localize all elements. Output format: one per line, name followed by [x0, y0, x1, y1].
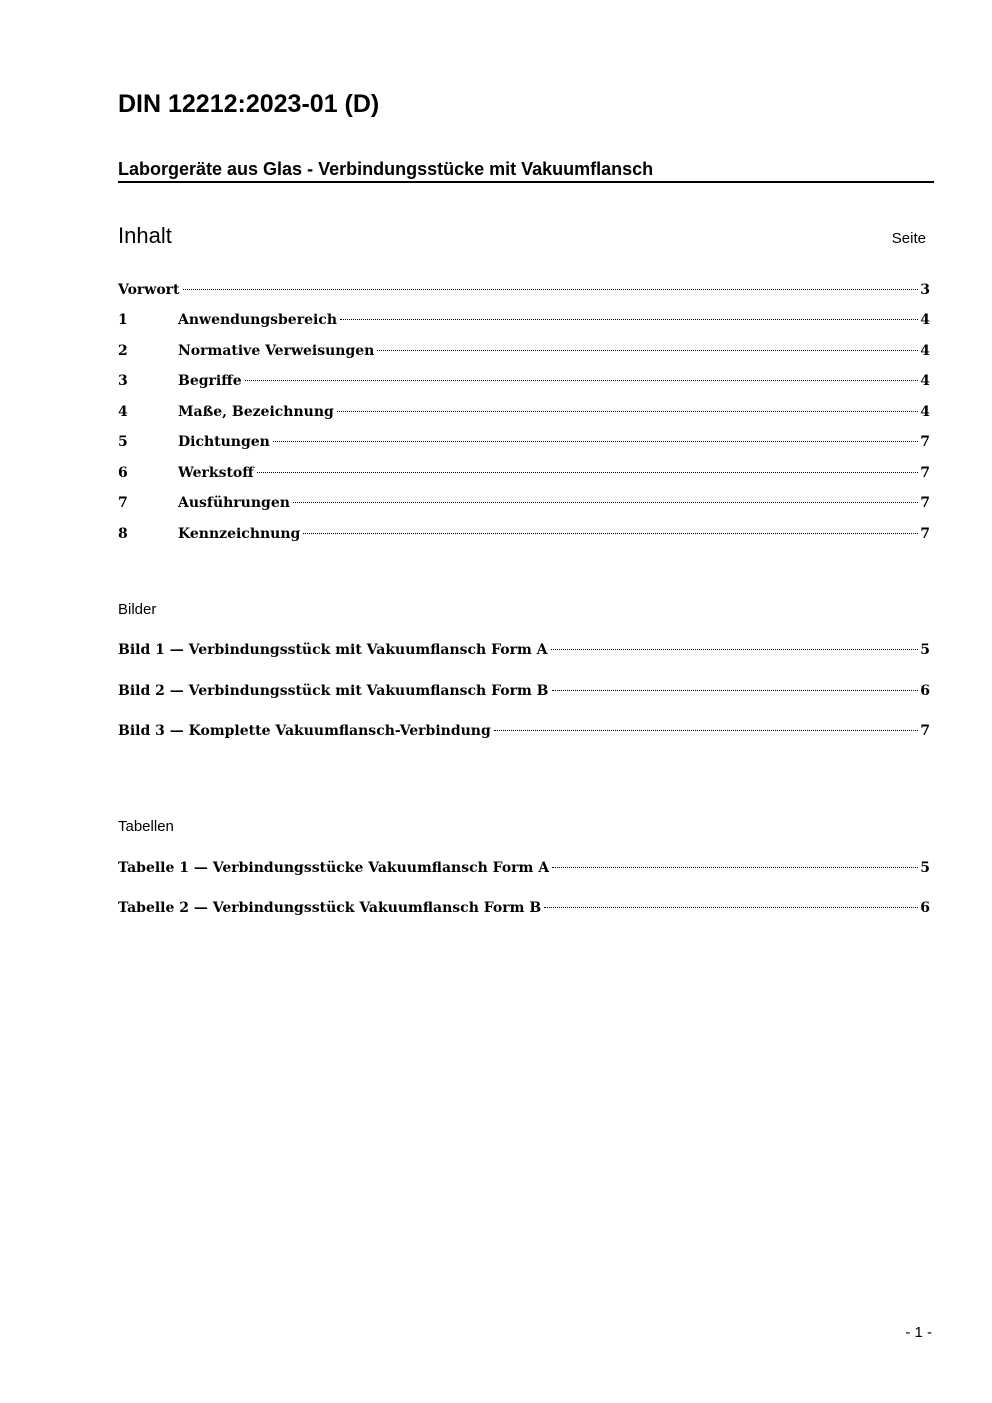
toc-heading: Inhalt	[118, 223, 172, 248]
table-entry-text: Tabelle 1 — Verbindungsstücke Vakuumflansch Form A	[118, 860, 550, 876]
toc-entry-page: 4	[920, 373, 930, 389]
toc-entry-text: Ausführungen	[178, 495, 290, 511]
toc-entry[interactable]	[118, 309, 930, 331]
toc-leader	[273, 440, 918, 442]
toc-leader	[494, 729, 918, 731]
tables-heading: Tabellen	[118, 818, 174, 835]
figure-entry-page: 6	[920, 683, 930, 699]
toc-entry-page: 7	[920, 526, 930, 542]
figure-entry-page: 5	[920, 642, 930, 658]
toc-entry-number: 5	[118, 434, 128, 450]
toc-leader	[552, 689, 919, 691]
figure-entry[interactable]	[118, 680, 930, 702]
toc-entry-page: 4	[920, 312, 930, 328]
toc-leader	[340, 318, 918, 320]
toc-entry-page: 3	[920, 282, 930, 298]
toc-entry[interactable]	[118, 492, 930, 514]
toc-entry-number: 1	[118, 312, 128, 328]
toc-entry-number: 7	[118, 495, 128, 511]
toc-entry-text: Kennzeichnung	[178, 526, 301, 542]
figure-entry-text: Bild 2 — Verbindungsstück mit Vakuumflansch Form B	[118, 683, 549, 699]
figures-heading: Bilder	[118, 601, 157, 618]
toc-leader	[257, 471, 919, 473]
toc-entry-page: 4	[920, 343, 930, 359]
toc-entry-page: 7	[920, 495, 930, 511]
table-entry-page: 5	[920, 860, 930, 876]
figure-entry-text: Bild 1 — Verbindungsstück mit Vakuumflansch Form A	[118, 642, 548, 658]
toc-entry-text: Dichtungen	[178, 434, 270, 450]
toc-entry-text: Werkstoff	[178, 465, 254, 481]
toc-leader	[544, 906, 918, 908]
toc-entry[interactable]	[118, 401, 930, 423]
toc-entry[interactable]	[118, 431, 930, 453]
toc-entry-page: 4	[920, 404, 930, 420]
toc-leader	[377, 349, 918, 351]
toc-leader	[303, 532, 918, 534]
document-subtitle: Laborgeräte aus Glas - Verbindungsstücke mit Vakuumflansch	[118, 157, 934, 183]
toc-entry-text: Vorwort	[118, 282, 180, 298]
table-entry[interactable]	[118, 857, 930, 879]
toc-entry[interactable]	[118, 340, 930, 362]
toc-entry[interactable]	[118, 462, 930, 484]
toc-entry-text: Normative Verweisungen	[178, 343, 375, 359]
toc-leader	[293, 501, 918, 503]
toc-entry-number: 8	[118, 526, 128, 542]
toc-entry-number: 4	[118, 404, 128, 420]
toc-entry[interactable]	[118, 370, 930, 392]
figure-entry-page: 7	[920, 723, 930, 739]
table-entry-page: 6	[920, 900, 930, 916]
toc-leader	[245, 379, 919, 381]
figure-entry-text: Bild 3 — Komplette Vakuumflansch-Verbindung	[118, 723, 491, 739]
figure-entry[interactable]	[118, 720, 930, 742]
page-number: - 1 -	[905, 1324, 932, 1341]
document-title: DIN 12212:2023-01 (D)	[118, 90, 380, 118]
toc-leader	[183, 288, 919, 290]
toc-entry-number: 2	[118, 343, 128, 359]
table-entry[interactable]	[118, 897, 930, 919]
toc-entry-text: Begriffe	[178, 373, 242, 389]
toc-entry-number: 6	[118, 465, 128, 481]
toc-leader	[337, 410, 918, 412]
toc-entry-page: 7	[920, 434, 930, 450]
figure-entry[interactable]	[118, 639, 930, 661]
toc-entry-text: Maße, Bezeichnung	[178, 404, 334, 420]
toc-entry-page: 7	[920, 465, 930, 481]
toc-leader	[551, 648, 919, 650]
toc-entry-number: 3	[118, 373, 128, 389]
toc-entry[interactable]	[118, 279, 930, 301]
page-column-label: Seite	[891, 230, 926, 247]
toc-entry[interactable]	[118, 523, 930, 545]
toc-leader	[552, 866, 918, 868]
table-entry-text: Tabelle 2 — Verbindungsstück Vakuumflansch Form B	[118, 900, 542, 916]
toc-entry-text: Anwendungsbereich	[178, 312, 337, 328]
